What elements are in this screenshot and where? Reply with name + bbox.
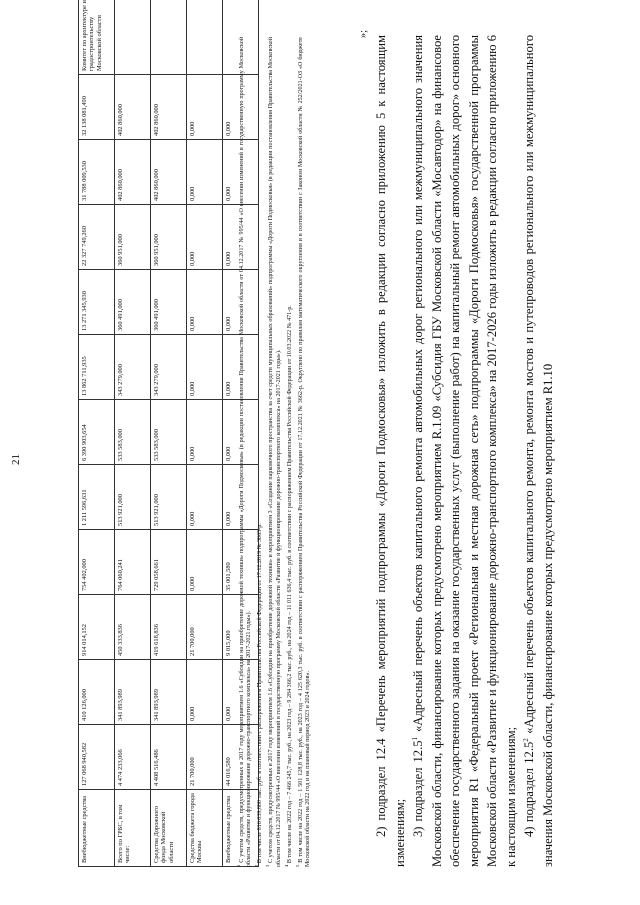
table-row <box>115 0 151 867</box>
responsible-cell: Комитет по архитектуре и градостроительству Московской области <box>79 0 115 75</box>
value-cell: 343 279,000 <box>151 335 187 400</box>
value-cell: 360 951,000 <box>115 205 151 270</box>
row-label-cell: Средства бюджета города Москвы <box>187 790 223 867</box>
value-cell: 533 583,000 <box>115 400 151 465</box>
value-cell: 343 279,000 <box>115 335 151 400</box>
value-cell: 0,000 <box>223 335 259 400</box>
page-number: 21 <box>10 454 22 465</box>
row-label-cell: Внебюджетные средства <box>79 790 115 867</box>
value-cell: 402 860,000 <box>151 140 187 205</box>
value-cell: 341 893,989 <box>115 660 151 725</box>
funding-table <box>78 0 259 867</box>
footnote <box>284 37 294 867</box>
value-cell: 0,000 <box>223 205 259 270</box>
table-row <box>187 0 223 867</box>
value-cell: 513 921,000 <box>115 465 151 530</box>
value-cell: 31 788 009,530 <box>79 140 115 205</box>
value-cell: 4 408 516,486 <box>151 725 187 790</box>
value-cell: 0,000 <box>187 140 223 205</box>
value-cell: 402 860,000 <box>115 140 151 205</box>
value-cell: 13 862 711,935 <box>79 335 115 400</box>
row-label-cell: Средства Дорожного фонда Московской области <box>151 790 187 867</box>
value-cell: 127 068 940,582 <box>79 725 115 790</box>
paragraph <box>520 35 557 867</box>
value-cell: 0,000 <box>187 465 223 530</box>
paragraph-text: 2) подраздел 12.4 «Перечень мероприятий подпрограммы «Дороги Подмосковья» изложить в редакции согласно приложению 5 к настоящим изменениям; <box>374 35 407 867</box>
value-cell: 360 491,000 <box>115 270 151 335</box>
responsible-cell <box>151 0 187 75</box>
value-cell: 0,000 <box>223 270 259 335</box>
body-text <box>372 35 557 867</box>
value-cell: 6 390 903,654 <box>79 400 115 465</box>
footnote-text: С учетом средств, предусмотренных в 2017 году мероприятием 1.6 «Субсидии на приобретение дорожной техники» и мероприятием 3 «Создание парковочного пространства за счет средств муниципальных образований» подпрограммы «Дороги Подмосковья» (в редакции постановления Правительства Московской области от 04.12.2017 № 995/44 «О внесении изменений в государственную программу Московской области «Развитие и функционирование дорожно-транспортного комплекса» на 2017-2021 годы»). <box>268 37 282 867</box>
value-cell: 0,000 <box>187 660 223 725</box>
paragraph-superscript: 1 <box>410 736 419 741</box>
paragraph <box>372 35 409 867</box>
value-cell: 450 333,836 <box>115 595 151 660</box>
paragraph-text: 4) подраздел 12.5 <box>522 741 536 837</box>
paragraph-superscript: 2 <box>521 738 530 742</box>
value-cell: 22 327 749,260 <box>79 205 115 270</box>
value-cell: 513 921,000 <box>151 465 187 530</box>
footnote-mark: 1 <box>236 864 241 867</box>
value-cell: 360 491,000 <box>151 270 187 335</box>
value-cell: 35 001,580 <box>223 530 259 595</box>
value-cell: 21 700,000 <box>187 725 223 790</box>
value-cell: 729 058,661 <box>151 530 187 595</box>
footnote-mark: 5 <box>294 864 300 867</box>
closing-quote-mark: »; <box>358 30 369 39</box>
value-cell: 9 015,000 <box>223 595 259 660</box>
value-cell: 0,000 <box>223 75 259 140</box>
value-cell: 21 700,000 <box>187 595 223 660</box>
value-cell: 754 402,000 <box>79 530 115 595</box>
value-cell: 0,000 <box>187 400 223 465</box>
footnote-mark: 3 <box>265 864 271 867</box>
footnote-text: В том числе на 2022 год – 1 501 128,8 тыс. руб., на 2023 год – 4 125 620,3 тыс. руб. в соответствии с распоряжением Правительства Российской Федерации от 17.12.2021 № 3662-р. Округлено по правилам математического округления и в соответствии с Законом Московской области № 252/2021-ОЗ «О бюджете Московской области на 2022 год и на плановый период 2023 и 2024 годов». <box>297 37 312 867</box>
value-cell: 32 138 081,490 <box>79 75 115 140</box>
value-cell: 419 618,836 <box>151 595 187 660</box>
value-cell: 44 016,580 <box>223 725 259 790</box>
value-cell: 360 951,000 <box>151 205 187 270</box>
paragraph <box>409 35 520 867</box>
value-cell: 764 060,241 <box>115 530 151 595</box>
value-cell: 0,000 <box>223 400 259 465</box>
footnote-text: В том числе на 2022 год – 7 466 245,7 тыс. руб., на 2023 год – 9 284 366,2 тыс. руб., на 2024 год – 11 011 636,4 тыс. руб. в соответствии с распоряжением Правительства Российской Федерации от 10.03.2022 № 471-р. <box>286 305 293 864</box>
footnote-text: В том числе 816 039,800 тыс. руб. в соответствии с распоряжением Правительства Российской Федерации от 17.12.2019 № 3065-р. <box>257 523 264 864</box>
footnote <box>265 37 283 867</box>
value-cell: 0,000 <box>187 205 223 270</box>
footnote-mark: 4 <box>283 864 289 867</box>
value-cell: 0,000 <box>223 660 259 725</box>
responsible-cell <box>187 0 223 75</box>
paragraph-text: 3) подраздел 12.5 <box>411 740 425 837</box>
value-cell: 341 893,989 <box>151 660 187 725</box>
footnote-text: С учетом средств, предусмотренных в 2017 году мероприятием 1.6 «Субсидии на приобретение дорожной техники» подпрограммы «Дороги Подмосковья» (в редакции постановления Правительства Московской области от 04.12.2017 № 995/44 «О внесении изменений в государственную программу Московской области «Развитие и функционирование дорожно-транспортного комплекса» на 2017-2021 годы»). <box>239 37 253 867</box>
value-cell: 13 271 345,930 <box>79 270 115 335</box>
footnote <box>295 37 313 867</box>
value-cell: 402 860,000 <box>151 75 187 140</box>
value-cell: 0,000 <box>223 465 259 530</box>
footnote-mark: 2 <box>254 864 260 867</box>
paragraph-text: «Адресный перечень объектов капитального ремонта, ремонта мостов и путепроводов регионального или межмуниципального значения Московской области, финансирование которых предусмотрено мероприятием R1.10 <box>522 35 555 867</box>
value-cell: 533 583,000 <box>151 400 187 465</box>
value-cell: 1 211 596,631 <box>79 465 115 530</box>
value-cell: 4 474 233,066 <box>115 725 151 790</box>
value-cell: 0,000 <box>187 270 223 335</box>
value-cell: 0,000 <box>187 75 223 140</box>
paragraph-text: «Адресный перечень объектов капитального ремонта автомобильных дорог регионального или межмуниципального значения Московской области, финансирование которых предусмотрено мероприятием R.1.09 «Субсидия ГБУ Московской области «Мосавтодор» на финансовое обеспечение государственного задания на оказание государственных услуг (выполнение работ) на капитальный ремонт автомобильных дорог» основного мероприятия R1 «Федеральный проект «Региональная и местная дорожная сеть» подпрограммы «Дороги Подмосковья» государственной программы Московской области «Развитие и функционирование дорожно-транспортного комплекса» на 2017-2026 годы изложить в редакции согласно приложению 6 к настоящим изменениям; <box>411 35 518 867</box>
footnotes <box>236 37 313 867</box>
value-cell: 914 014,152 <box>79 595 115 660</box>
value-cell: 402 860,000 <box>115 75 151 140</box>
row-label-cell: Всего по ГРБС, в том числе: <box>115 790 151 867</box>
value-cell: 410 126,000 <box>79 660 115 725</box>
table-row <box>151 0 187 867</box>
footnote <box>236 37 254 867</box>
funding-table-body <box>79 0 259 867</box>
row-label-cell: Внебюджетные средства <box>223 790 259 867</box>
value-cell: 0,000 <box>187 530 223 595</box>
footnote <box>254 37 264 867</box>
table-row <box>79 0 115 867</box>
value-cell: 0,000 <box>187 335 223 400</box>
value-cell: 0,000 <box>223 140 259 205</box>
responsible-cell <box>115 0 151 75</box>
